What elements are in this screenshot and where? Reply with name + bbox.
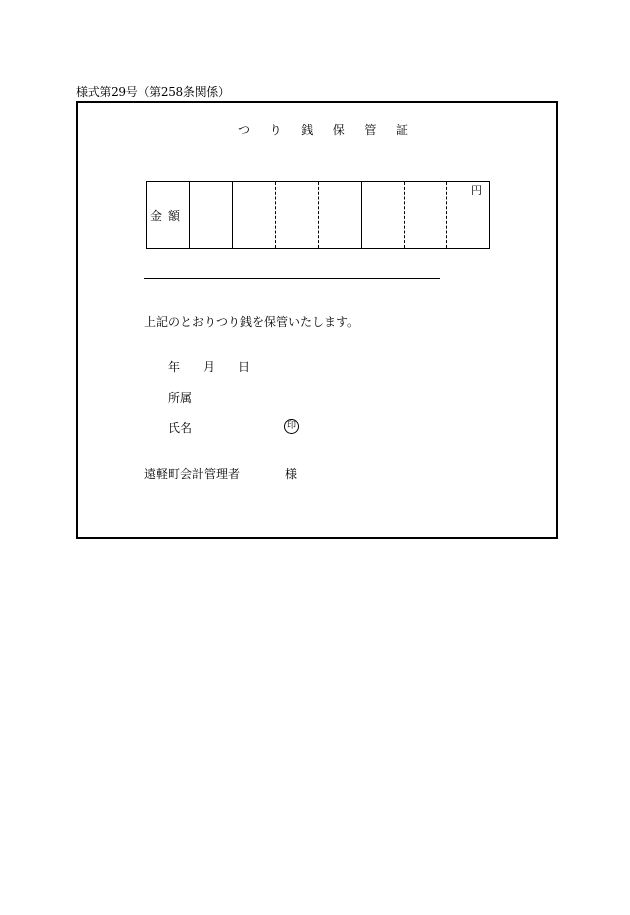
- document-frame: [76, 101, 558, 539]
- cell-divider: [275, 182, 276, 248]
- cell-divider: [189, 182, 190, 248]
- amount-table: [146, 181, 490, 249]
- cell-divider: [318, 182, 319, 248]
- affiliation-label: 所属: [168, 391, 193, 405]
- date-day-label: 日: [238, 360, 251, 374]
- document-title: [238, 121, 408, 138]
- title-char: 保: [332, 123, 345, 137]
- cell-divider: [232, 182, 233, 248]
- date-year-label: 年: [168, 360, 181, 374]
- seal-icon: 印: [284, 419, 299, 434]
- signature-line: [144, 278, 440, 279]
- title-char: つ: [238, 123, 251, 137]
- name-label: 氏名: [168, 421, 193, 435]
- statement-text: 上記のとおりつり銭を保管いたします。: [144, 315, 360, 329]
- honorific: 様: [285, 467, 298, 481]
- addressee: 遠軽町会計管理者: [144, 467, 241, 481]
- title-char: 管: [364, 123, 377, 137]
- title-char: り: [269, 123, 282, 137]
- amount-label: 金額: [149, 208, 186, 223]
- cell-divider: [361, 182, 362, 248]
- yen-unit: 円: [471, 184, 482, 197]
- title-char: 銭: [301, 123, 314, 137]
- cell-divider: [404, 182, 405, 248]
- date-month-label: 月: [203, 360, 216, 374]
- title-char: 証: [395, 123, 408, 137]
- form-number: 様式第29号（第258条関係）: [76, 85, 230, 99]
- cell-divider: [446, 182, 447, 248]
